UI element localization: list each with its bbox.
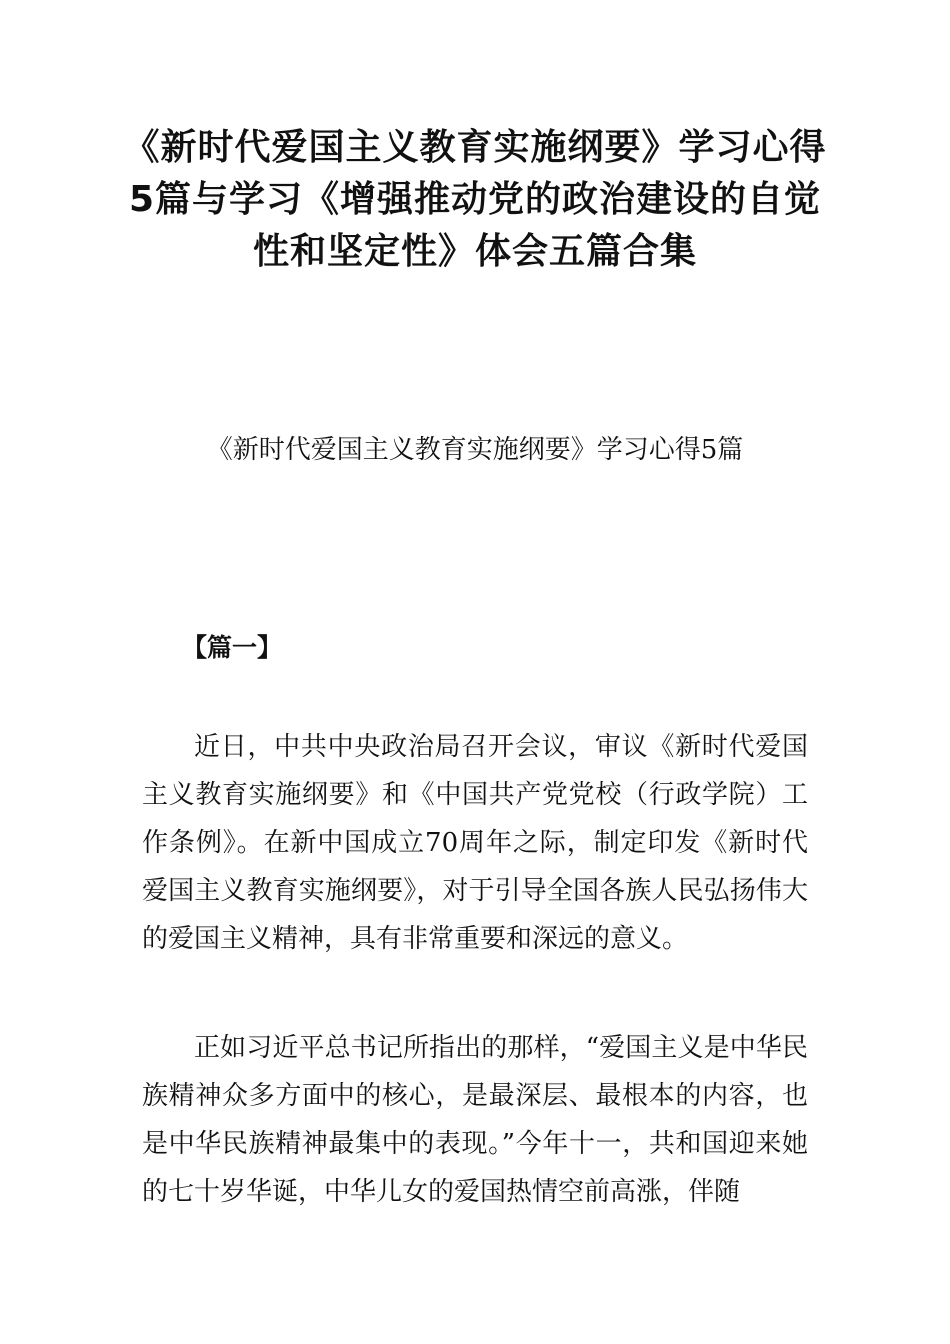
- body-paragraph-1: 近日，中共中央政治局召开会议，审议《新时代爱国主义教育实施纲要》和《中国共产党党校（行政学院）工作条例》。在新中国成立70周年之际，制定印发《新时代爱国主义教育实施纲要》，对于引导全国各族人民弘扬伟大的爱国主义精神，具有非常重要和深远的意义。: [142, 732, 808, 954]
- body-paragraph-2: 正如习近平总书记所指出的那样，“爱国主义是中华民族精神众多方面中的核心，是最深层、最根本的内容，也是中华民族精神最集中的表现。”今年十一，共和国迎来她的七十岁华诞，中华儿女的爱国热情空前高涨，伴随: [142, 1033, 808, 1207]
- document-title: 《新时代爱国主义教育实施纲要》学习心得5篇与学习《增强推动党的政治建设的自觉性和坚定性》体会五篇合集: [123, 127, 827, 272]
- section-heading: 【篇一】: [182, 633, 283, 662]
- document-subtitle: 《新时代爱国主义教育实施纲要》学习心得5篇: [206, 435, 744, 465]
